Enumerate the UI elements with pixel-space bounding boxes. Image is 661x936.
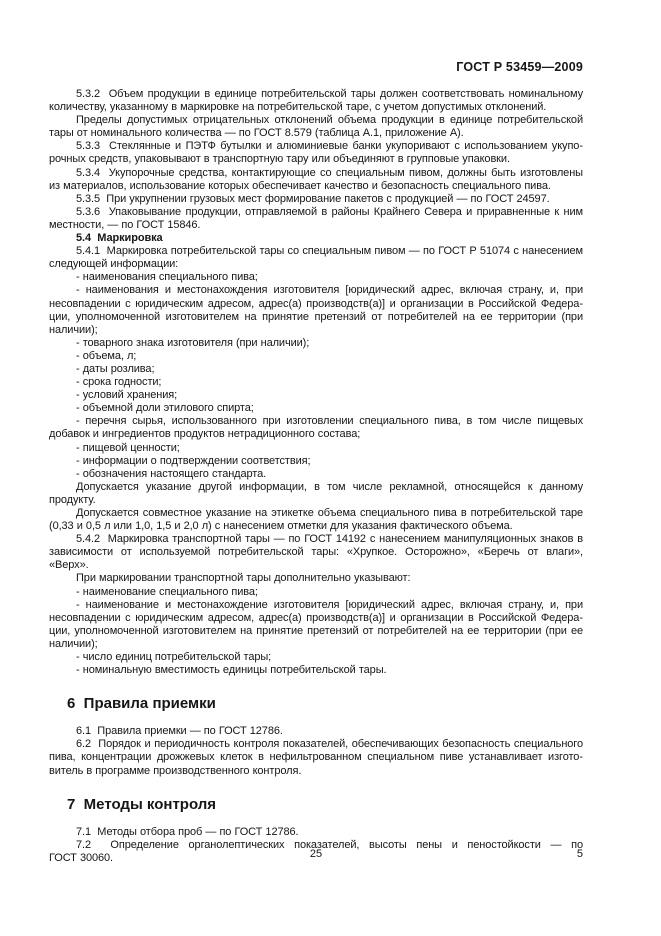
paragraph: - объема, л;: [76, 349, 137, 362]
paragraph: - номинальную вместимость единицы потребительской тары.: [76, 664, 387, 677]
page-number-center: 25: [309, 848, 323, 860]
page-number-right: 5: [576, 848, 583, 860]
paragraph: 6.2 Порядок и периодичность контроля показателей, обеспечивающих безопасность специального пива, концентрации дрожжевых клеток в нефильтрованном специальном пиве устанавливает изготовитель в программе производственного контроля.: [49, 738, 583, 777]
paragraph: 5.3.6 Упаковывание продукции, отправляемой в районы Крайнего Севера и приравненные к ним местности, — по ГОСТ 15846.: [49, 205, 583, 231]
paragraph: - срока годности;: [76, 376, 162, 389]
paragraph: - информации о подтверждении соответствия;: [76, 454, 311, 467]
document-body: [49, 88, 583, 865]
paragraph: 5.3.5 При укрупнении грузовых мест формирование пакетов с продукцией — по ГОСТ 24597.: [76, 192, 550, 205]
paragraph: - наименования специального пива;: [76, 271, 258, 284]
section-heading: 7 Методы контроля: [67, 795, 217, 813]
paragraph: Допускается указание другой информации, в том числе рекламной, относящейся к данному продукту.: [49, 480, 583, 506]
paragraph: 5.3.2 Объем продукции в единице потребительской тары должен соответствовать номинальному количеству, указанному в маркировке на потребительской таре, с учетом допустимых отклонений.: [49, 88, 583, 114]
paragraph: - обозначения настоящего стандарта.: [76, 467, 267, 480]
paragraph: Допускается совместное указание на этикетке объема специального пива в потребительской таре (0,33 и 0,5 л или 1,0, 1,5 и 2,0 л) с нанесением отметки для указания фактического объема.: [49, 507, 583, 533]
paragraph: 7.1 Методы отбора проб — по ГОСТ 12786.: [76, 825, 299, 838]
section-heading: 6 Правила приемки: [67, 695, 216, 713]
paragraph: 5.4.2 Маркировка транспортной тары — по ГОСТ 14192 с нанесением манипуляционных знаков в зависимости от используемой потребительской тары: «Хрупкое. Осторожно», «Беречь от влаги», «Верх».: [49, 533, 583, 572]
paragraph: - даты розлива;: [76, 362, 155, 375]
paragraph: При маркировании транспортной тары дополнительно указывают:: [76, 572, 411, 585]
paragraph: 7.2 Определение органолептических показателей, высоты пены и пеностойкости — по ГОСТ 30060.: [49, 838, 583, 864]
paragraph: - наименование и местонахождение изготовителя [юридический адрес, включая страну, и, при несовпадении с юридическим адресом, адрес(а) производств(а)] и организации в Российской Федерации, уполномоченной изготовителем на принятие претензий от потребителей на ее территории (при ее наличии);: [49, 598, 583, 650]
paragraph: 5.4.1 Маркировка потребительской тары со специальным пивом — по ГОСТ Р 51074 с нанесением следующей информации:: [49, 245, 583, 271]
paragraph: - наименования и местонахождения изготовителя [юридический адрес, включая страну, и, при несовпадении с юридическим адресом, адрес(а) производств(а)] и организации в Российской Федерации, уполномоченной изготовителем на принятие претензий от потребителей на ее территории (при наличии);: [49, 284, 583, 336]
paragraph: - наименование специального пива;: [76, 585, 258, 598]
paragraph: - объемной доли этилового спирта;: [76, 402, 254, 415]
paragraph: Пределы допустимых отрицательных отклонений объема продукции в единице потребительской тары от номинального количества — по ГОСТ 8.579 (таблица А.1, приложение А).: [49, 114, 583, 140]
paragraph: - товарного знака изготовителя (при наличии);: [76, 336, 310, 349]
paragraph: 5.3.4 Укупорочные средства, контактирующие со специальным пивом, должны быть изготовлены из материалов, использование которых обеспечивает качество и безопасность специального пива.: [49, 166, 583, 192]
paragraph: - перечня сырья, использованного при изготовлении специального пива, в том числе пищевых добавок и ингредиентов продуктов нетрадиционного состава;: [49, 415, 583, 441]
paragraph: - число единиц потребительской тары;: [76, 651, 272, 664]
paragraph: 5.3.3 Стеклянные и ПЭТФ бутылки и алюминиевые банки укупоривают с использованием укупорочных средств, упаковывают в транспортную тару или объединяют в групповые упаковки.: [49, 140, 583, 166]
paragraph: - пищевой ценности;: [76, 441, 180, 454]
subsection-title: 5.4 Маркировка: [76, 232, 163, 245]
paragraph: 6.1 Правила приемки — по ГОСТ 12786.: [76, 725, 283, 738]
paragraph: - условий хранения;: [76, 389, 178, 402]
running-header-standard-number: ГОСТ Р 53459—2009: [456, 60, 583, 74]
